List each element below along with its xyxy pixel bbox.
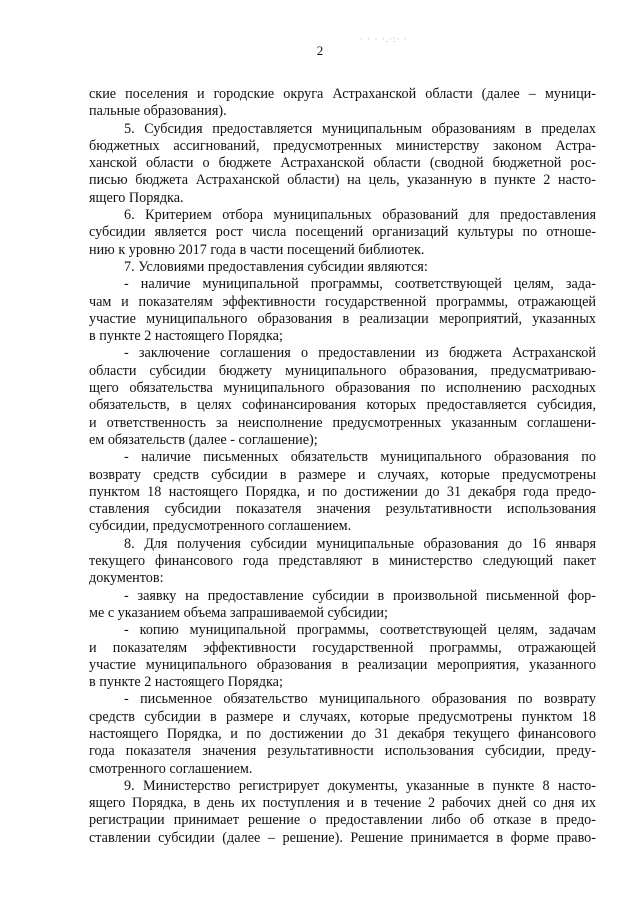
text-line: 7. Условиями предоставления субсидии являются: — [124, 258, 428, 275]
text-line: пальные образования). — [89, 103, 227, 120]
text-line: и ответственность за неисполнение предусмотренных указанным соглашени- — [89, 414, 596, 431]
scan-artifacts: · · · ·.·:· · — [360, 34, 408, 44]
page-number: 2 — [316, 43, 324, 58]
text-line: ем обязательств (далее - соглашение); — [89, 431, 318, 448]
text-line: и показателям эффективности государственной программы, отражающей — [89, 639, 596, 656]
text-line: ящего Порядка, в день их поступления и в течение 2 рабочих дней со дня их — [89, 795, 596, 812]
text-line: области субсидии бюджету муниципального образования, предусматриваю- — [89, 362, 596, 379]
text-line: - письменное обязательство муниципального образования по возврату — [124, 691, 596, 708]
text-line: года показателя значения результативности использования субсидии, преду- — [89, 743, 596, 760]
text-line: в пункте 2 настоящего Порядка; — [89, 328, 283, 345]
text-line: 6. Критерием отбора муниципальных образований для предоставления — [124, 207, 596, 224]
text-line: субсидии является рост числа посещений организаций культуры по отноше- — [89, 224, 596, 241]
text-line: возврату средств субсидии в размере и случаях, которые предусмотрены — [89, 466, 596, 483]
text-line: - копию муниципальной программы, соответствующей целям, задачам — [124, 622, 596, 639]
text-line: документов: — [89, 570, 164, 587]
text-line: ставления субсидии показателя значения результативности использования — [89, 501, 596, 518]
text-line: щего обязательства муниципального образования по исполнению расходных — [89, 380, 596, 397]
text-line: - наличие письменных обязательств муниципального образования по — [124, 449, 596, 466]
text-line: смотренного соглашением. — [89, 760, 253, 777]
text-line: бюджетных ассигнований, предусмотренных министерству законом Астра- — [89, 137, 596, 154]
text-line: - наличие муниципальной программы, соответствующей целям, зада- — [124, 276, 596, 293]
text-line: чам и показателям эффективности государственной программы, отражающей — [89, 293, 596, 310]
text-line: 9. Министерство регистрирует документы, указанные в пункте 8 насто- — [124, 777, 596, 794]
text-line: участие муниципального образования в реализации мероприятий, указанных — [89, 310, 596, 327]
text-line: 5. Субсидия предоставляется муниципальным образованиям в пределах — [124, 120, 596, 137]
text-line: нию к уровню 2017 года в части посещений библиотек. — [89, 241, 425, 258]
text-line: субсидии, предусмотренного соглашением. — [89, 518, 352, 535]
text-line: регистрации принимает решение о предоставлении либо об отказе в предо- — [89, 812, 596, 829]
text-line: участие муниципального образования в реализации мероприятия, указанного — [89, 656, 596, 673]
text-line: - заявку на предоставление субсидии в произвольной письменной фор- — [124, 587, 596, 604]
text-line: - заключение соглашения о предоставлении из бюджета Астраханской — [124, 345, 596, 362]
text-line: ские поселения и городские округа Астраханской области (далее – муници- — [89, 86, 596, 102]
text-line: настоящего Порядка, и по достижении до 31 декабря текущего финансового — [89, 725, 596, 742]
text-line: текущего финансового года представляют в министерство следующий пакет — [89, 553, 596, 570]
text-line: ме с указанием объема запрашиваемой субсидии; — [89, 604, 388, 621]
document-body — [89, 86, 596, 847]
text-line: ставлении субсидии (далее – решение). Решение принимается в форме право- — [89, 829, 596, 846]
text-line: ящего Порядка. — [89, 189, 184, 206]
text-line: в пункте 2 настоящего Порядка; — [89, 674, 283, 691]
text-line: пунктом 18 настоящего Порядка, и по достижении до 31 декабря года предо- — [89, 483, 596, 500]
text-line: средств субсидии в размере и случаях, которые предусмотрены пунктом 18 — [89, 708, 596, 725]
text-line: обязательств, в целях софинансирования которых предоставляется субсидия, — [89, 397, 596, 414]
text-line: писью бюджета Астраханской области) на цель, указанную в пункте 2 насто- — [89, 172, 596, 189]
text-line: 8. Для получения субсидии муниципальные образования до 16 января — [124, 535, 596, 552]
text-line: ханской области о бюджете Астраханской области (сводной бюджетной рос- — [89, 155, 596, 172]
